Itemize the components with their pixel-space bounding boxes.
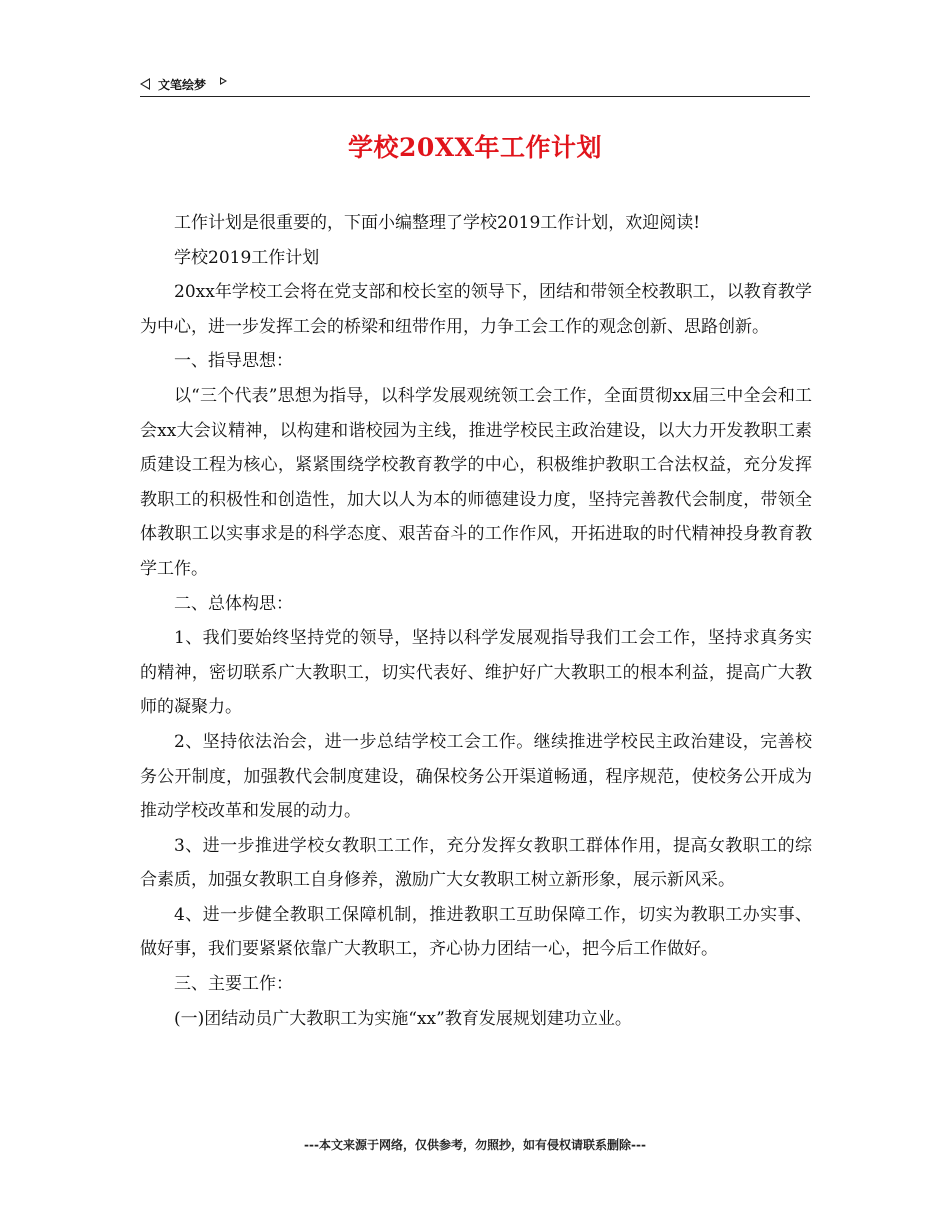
- section-heading: 三、主要工作：: [174, 974, 293, 995]
- paragraph: 学校2019工作计划: [174, 247, 320, 268]
- paragraph: 20xx年学校工会将在党支部和校长室的领导下，团结和带领全校教职工，以教育教学为中心，进一步发挥工会的桥梁和纽带作用，力争工会工作的观念创新、思路创新。: [140, 282, 812, 337]
- triangle-right-icon: [220, 77, 227, 85]
- document-body: [140, 206, 812, 1036]
- paragraph: (一)团结动员广大教职工为实施“xx”教育发展规划建功立业。: [174, 1008, 632, 1029]
- paragraph: 工作计划是很重要的，下面小编整理了学校2019工作计划，欢迎阅读!: [174, 213, 701, 233]
- paragraph: 2、坚持依法治会，进一步总结学校工会工作。继续推进学校民主政治建设，完善校务公开制度，加强教代会制度建设，确保校务公开渠道畅通，程序规范，使校务公开成为推动学校改革和发展的动力。: [140, 731, 812, 822]
- page-header: [140, 72, 810, 97]
- paragraph: 1、我们要始终坚持党的领导，坚持以科学发展观指导我们工会工作，坚持求真务实的精神，密切联系广大教职工，切实代表好、维护好广大教职工的根本利益，提高广大教师的凝聚力。: [140, 628, 812, 718]
- paragraph: 以“三个代表”思想为指导，以科学发展观统领工会工作，全面贯彻xx届三中全会和工会xx大会议精神，以构建和谐校园为主线，推进学校民主政治建设，以大力开发教职工素质建设工程为核心，紧紧围绕学校教育教学的中心，积极维护教职工合法权益，充分发挥教职工的积极性和创造性，加大以人为本的师德建设力度，坚持完善教代会制度，带领全体教职工以实事求是的科学态度、艰苦奋斗的工作作风，开拓进取的时代精神投身教育教学工作。: [140, 385, 812, 579]
- footer-notice: ---本文来源于网络，仅供参考，勿照抄，如有侵权请联系删除---: [304, 1138, 646, 1152]
- triangle-left-icon: [140, 78, 150, 90]
- section-heading: 一、指导思想：: [174, 351, 293, 372]
- header-brand: 文笔绘梦: [158, 77, 207, 92]
- document-title: 学校20XX年工作计划: [347, 133, 603, 162]
- paragraph: 4、进一步健全教职工保障机制，推进教职工互助保障工作，切实为教职工办实事、做好事，我们要紧紧依靠广大教职工，齐心协力团结一心，把今后工作做好。: [140, 904, 812, 960]
- section-heading: 二、总体构思：: [174, 593, 293, 614]
- paragraph: 3、进一步推进学校女教职工工作，充分发挥女教职工群体作用，提高女教职工的综合素质，加强女教职工自身修养，激励广大女教职工树立新形象，展示新风采。: [140, 835, 812, 891]
